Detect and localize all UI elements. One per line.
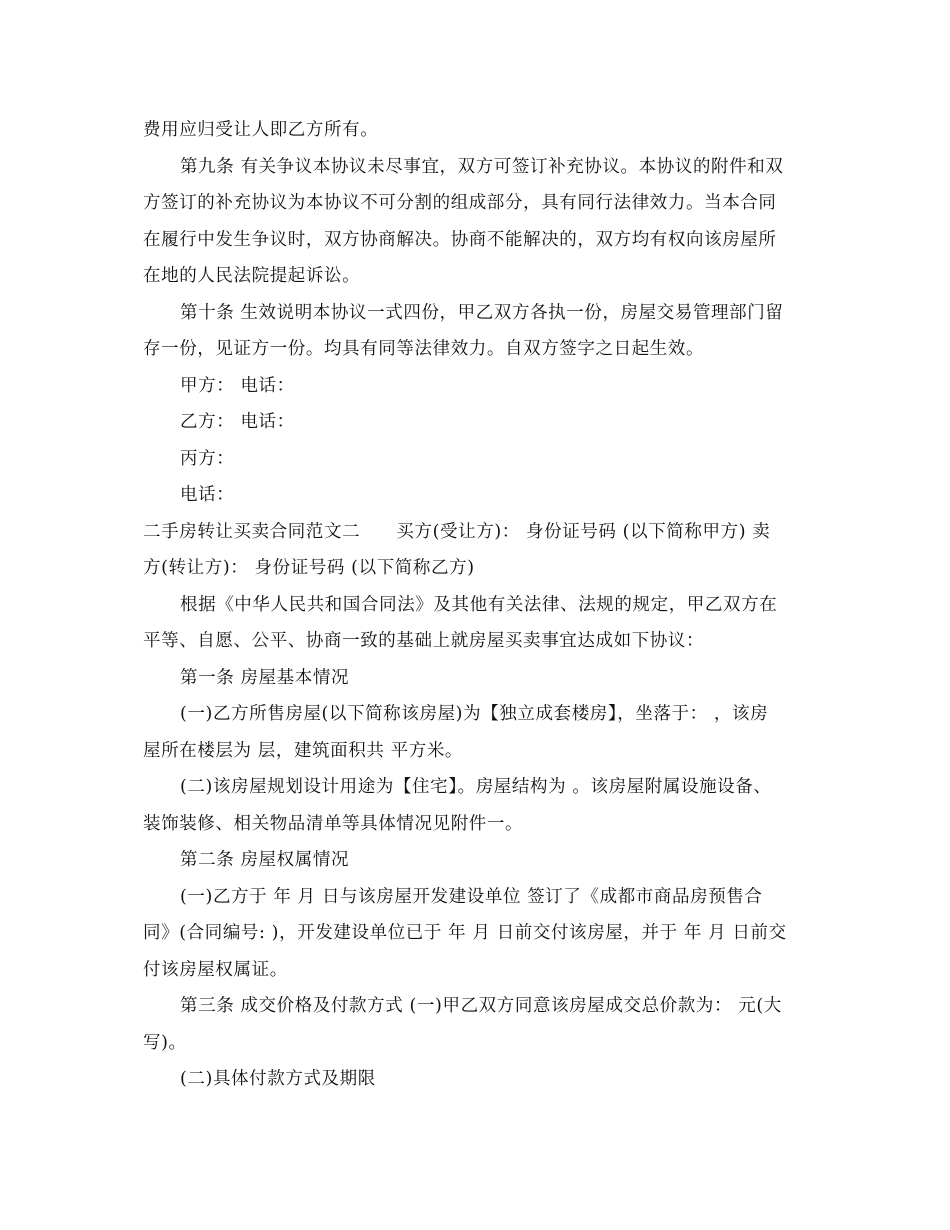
section-title-line: 二手房转让买卖合同范文二 买方(受让方)： 身份证号码 (以下简称甲方) 卖 [143,522,771,542]
text-line: 平等、自愿、公平、协商一致的基础上就房屋买卖事宜达成如下协议： [143,631,705,651]
text-line: 根据《中华人民共和国合同法》及其他有关法律、法规的规定，甲乙双方在 [180,595,778,615]
signature-party-a: 甲方： 电话： [180,376,295,396]
text-line: 第九条 有关争议本协议未尽事宜，双方可签订补充协议。本协议的附件和双 [180,157,784,177]
text-line: (一)乙方所售房屋(以下简称该房屋)为【独立成套楼房】，坐落于： ，该房 [180,704,769,724]
text-line: 写)。 [143,1033,187,1053]
text-line: 第三条 成交价格及付款方式 (一)甲乙双方同意该房屋成交总价款为： 元(大 [180,996,782,1016]
text-line: 方签订的补充协议为本协议不可分割的组成部分，具有同行法律效力。当本合同 [143,193,777,213]
text-line: (二)该房屋规划设计用途为【住宅】。房屋结构为 。该房屋附属设施设备、 [180,777,772,797]
text-line: 装饰装修、相关物品清单等具体情况见附件一。 [143,814,524,834]
text-line: (一)乙方于 年 月 日与该房屋开发建设单位 签订了《成都市商品房预售合 [180,887,763,907]
text-line: (二)具体付款方式及期限 [180,1069,376,1089]
text-line: 第十条 生效说明本协议一式四份，甲乙双方各执一份，房屋交易管理部门留 [180,303,784,323]
text-line: 方(转让方)： 身份证号码 (以下简称乙方) [143,558,475,578]
text-line: 付该房屋权属证。 [143,960,288,980]
article-heading: 第一条 房屋基本情况 [180,668,350,688]
signature-phone: 电话： [180,485,235,505]
text-line: 在地的人民法院提起诉讼。 [143,266,361,286]
article-heading: 第二条 房屋权属情况 [180,850,350,870]
text-line: 屋所在楼层为 层，建筑面积共 平方米。 [143,741,464,761]
text-line: 在履行中发生争议时，双方协商解决。协商不能解决的，双方均有权向该房屋所 [143,230,777,250]
signature-party-b: 乙方： 电话： [180,412,295,432]
text-line: 同》(合同编号: )，开发建设单位已于 年 月 日前交付该房屋，并于 年 月 日前交 [143,923,787,943]
text-line: 费用应归受让人即乙方所有。 [143,120,379,140]
signature-party-c: 丙方： [180,449,235,469]
text-line: 存一份，见证方一份。均具有同等法律效力。自双方签字之日起生效。 [143,339,705,359]
